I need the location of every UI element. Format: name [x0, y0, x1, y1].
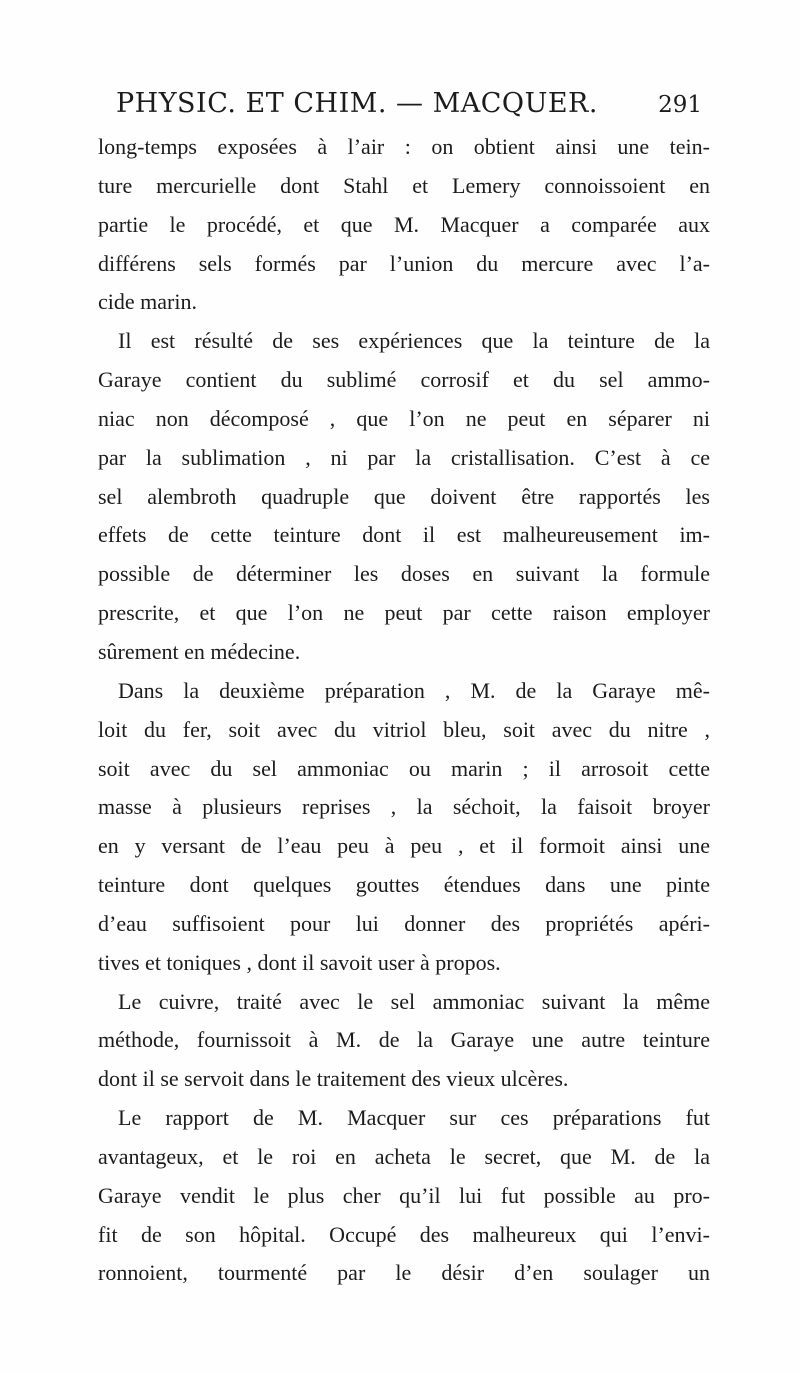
text-line: Il est résulté de ses expériences que la teinture de la [118, 328, 710, 354]
text-line: avantageux, et le roi en acheta le secret, que M. de la [98, 1143, 710, 1169]
text-line: cide marin. [98, 289, 197, 315]
text-line: prescrite, et que l’on ne peut par cette raison employer [98, 600, 710, 626]
text-line: effets de cette teinture dont il est malheureusement im- [98, 522, 710, 548]
text-line: ronnoient, tourmenté par le désir d’en soulager un [98, 1260, 710, 1286]
text-line: sel alembroth quadruple que doivent être rapportés les [98, 483, 710, 509]
text-line: masse à plusieurs reprises , la séchoit, la faisoit broyer [98, 794, 710, 820]
text-line: dont il se servoit dans le traitement des vieux ulcères. [98, 1066, 569, 1092]
text-line: long-temps exposées à l’air : on obtient ainsi une tein- [98, 134, 710, 159]
page-number: 291 [658, 92, 702, 118]
text-line: partie le procédé, et que M. Macquer a comparée aux [98, 211, 710, 237]
text-line: tives et toniques , dont il savoit user à propos. [98, 949, 501, 975]
text-line: en y versant de l’eau peu à peu , et il formoit ainsi une [98, 833, 710, 859]
text-line: Le rapport de M. Macquer sur ces préparations fut [118, 1105, 710, 1131]
text-line: Garaye contient du sublimé corrosif et du sel ammo- [98, 367, 710, 393]
text-line: possible de déterminer les doses en suivant la formule [98, 561, 710, 587]
body-text [98, 128, 710, 1293]
text-line: Garaye vendit le plus cher qu’il lui fut possible au pro- [98, 1182, 710, 1208]
text-line: Le cuivre, traité avec le sel ammoniac suivant la même [118, 988, 710, 1014]
text-line: loit du fer, soit avec du vitriol bleu, soit avec du nitre , [98, 716, 710, 742]
running-header [116, 88, 702, 128]
text-line: Dans la deuxième préparation , M. de la Garaye mê- [118, 677, 710, 703]
text-line: ture mercurielle dont Stahl et Lemery connoissoient en [98, 172, 710, 198]
text-line: différens sels formés par l’union du mercure avec l’a- [98, 250, 710, 276]
text-line: niac non décomposé , que l’on ne peut en séparer ni [98, 405, 710, 431]
text-line: soit avec du sel ammoniac ou marin ; il arrosoit cette [98, 755, 710, 781]
text-line: par la sublimation , ni par la cristallisation. C’est à ce [98, 444, 710, 470]
text-line: fit de son hôpital. Occupé des malheureux qui l’envi- [98, 1221, 710, 1247]
text-line: d’eau suffisoient pour lui donner des propriétés apéri- [98, 910, 710, 936]
text-line: sûrement en médecine. [98, 638, 301, 664]
text-line: méthode, fournissoit à M. de la Garaye une autre teinture [98, 1027, 710, 1053]
header-title: PHYSIC. ET CHIM. — MACQUER. [116, 88, 598, 119]
text-line: teinture dont quelques gouttes étendues dans une pinte [98, 872, 710, 898]
